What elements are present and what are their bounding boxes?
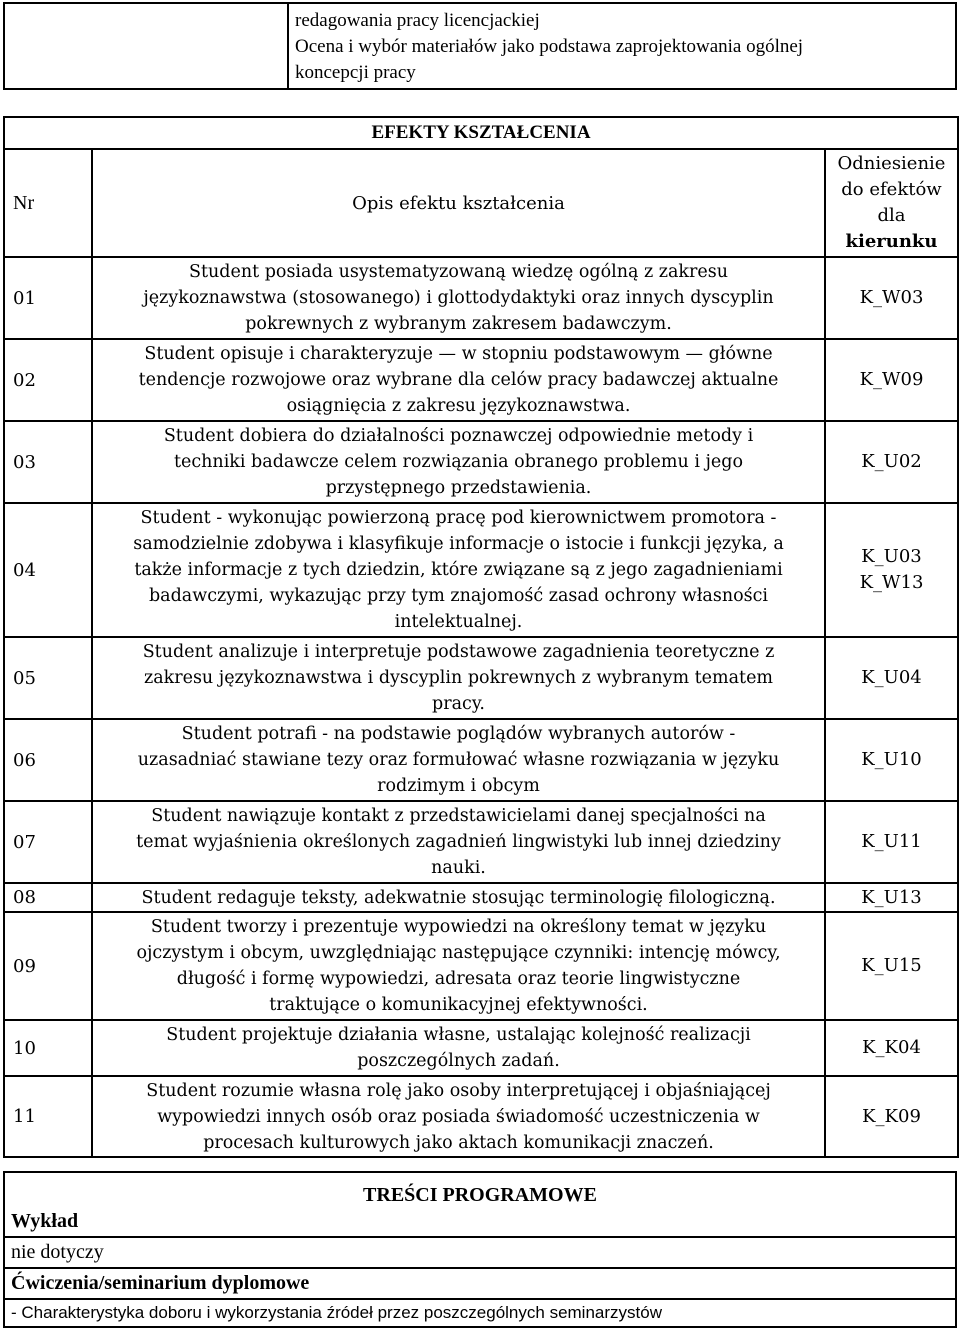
row-reference	[825, 421, 958, 503]
reference-code: K_U03	[861, 546, 922, 567]
reference-code: K_K04	[862, 1037, 921, 1058]
row-description	[92, 912, 825, 1020]
reference-code: K_U11	[861, 831, 922, 852]
header-line-2: Ocena i wybór materiałów jako podstawa zaprojektowania ogólnej	[295, 36, 804, 57]
row-reference	[825, 1076, 958, 1157]
column-header-nr: Nr	[4, 149, 92, 257]
row-description	[92, 1020, 825, 1076]
reference-code: K_U13	[861, 886, 922, 908]
description-line: poszczególnych zadań.	[357, 1051, 560, 1071]
row-description	[92, 1076, 825, 1157]
column-header-reference	[825, 149, 958, 257]
header-text-cell	[288, 3, 956, 89]
row-reference	[825, 912, 958, 1020]
description-line: Student potrafi - na podstawie poglądów wybranych autorów -	[181, 724, 736, 744]
row-reference	[825, 1020, 958, 1076]
row-number: 06	[4, 719, 92, 801]
row-number: 09	[4, 912, 92, 1020]
row-description	[92, 503, 825, 637]
header-line-3: koncepcji pracy	[295, 62, 416, 83]
reference-code: K_W09	[859, 369, 924, 390]
row-number: 02	[4, 339, 92, 421]
reference-code: K_U15	[861, 955, 922, 976]
description-line: Student rozumie własna rolę jako osoby interpretującej i objaśniającej	[146, 1081, 771, 1101]
description-line: ojczystym i obcym, uwzględniając następujące czynniki: intencję mówcy,	[136, 943, 781, 963]
table-row	[4, 883, 958, 912]
reference-header-bold: kierunku	[845, 231, 938, 252]
row-number: 03	[4, 421, 92, 503]
row-description	[92, 801, 825, 883]
table-row	[4, 637, 958, 719]
description-line: Student - wykonując powierzoną pracę pod kierownictwem promotora -	[140, 508, 777, 528]
description-line: badawczymi, wykazując przy tym znajomość zasad ochrony własności	[148, 586, 769, 606]
table-row	[4, 1020, 958, 1076]
row-description	[92, 883, 825, 912]
table-row	[4, 801, 958, 883]
lecture-label: Wykład	[4, 1207, 956, 1237]
effects-title: EFEKTY KSZTAŁCENIA	[4, 117, 958, 149]
row-reference	[825, 883, 958, 912]
description-line: tendencje rozwojowe oraz wybrane dla celów pracy badawczej aktualne	[138, 370, 779, 390]
description-line: wypowiedzi innych osób oraz posiada świadomość uczestniczenia w	[157, 1107, 760, 1127]
reference-header-line-1: Odniesienie	[837, 153, 946, 174]
row-number: 05	[4, 637, 92, 719]
row-description	[92, 719, 825, 801]
description-line: Student nawiązuje kontakt z przedstawicielami danej specjalności na	[151, 806, 766, 826]
reference-code: K_W13	[859, 572, 924, 593]
description-line: pracy.	[432, 694, 485, 714]
row-reference	[825, 339, 958, 421]
description-line: samodzielnie zdobywa i klasyfikuje informacje o istocie i funkcji języka, a	[133, 534, 784, 554]
reference-header-line-3: dla	[877, 205, 906, 226]
row-number: 11	[4, 1076, 92, 1157]
row-reference	[825, 257, 958, 339]
header-empty-cell	[4, 3, 288, 89]
description-line: techniki badawcze celem rozwiązania obranego problemu i jego	[173, 452, 744, 472]
row-description	[92, 257, 825, 339]
row-reference	[825, 637, 958, 719]
row-description	[92, 421, 825, 503]
description-line: przystępnego przedstawienia.	[325, 478, 592, 498]
row-reference	[825, 503, 958, 637]
description-line: traktujące o komunikacyjnej efektywności.	[269, 995, 648, 1015]
description-line: uzasadniać stawiane tezy oraz formułować własne rozwiązania w języku	[137, 750, 780, 770]
description-line: zakresu językoznawstwa i dyscyplin pokrewnych z wybranym tematem	[143, 668, 774, 688]
row-number: 01	[4, 257, 92, 339]
description-line: Student opisuje i charakteryzuje — w stopniu podstawowym — główne	[144, 344, 773, 364]
reference-header-line-2: do efektów	[841, 179, 942, 200]
row-number: 04	[4, 503, 92, 637]
header-table	[3, 2, 957, 90]
header-line-1: redagowania pracy licencjackiej	[295, 10, 540, 31]
reference-code: K_W03	[859, 287, 924, 308]
column-header-description: Opis efektu kształcenia	[92, 149, 825, 257]
row-description	[92, 637, 825, 719]
table-row	[4, 1076, 958, 1157]
reference-code: K_K09	[862, 1105, 921, 1127]
lecture-value: nie dotyczy	[4, 1237, 956, 1268]
program-title: TREŚCI PROGRAMOWE	[4, 1172, 956, 1207]
description-line: temat wyjaśnienia określonych zagadnień lingwistyki lub innej dziedziny	[136, 832, 781, 852]
description-line: Student posiada usystematyzowaną wiedzę ogólną z zakresu	[189, 262, 728, 282]
description-line: Student projektuje działania własne, ustalając kolejność realizacji	[166, 1025, 751, 1045]
description-line: Student tworzy i prezentuje wypowiedzi na określony temat w języku	[150, 917, 767, 937]
description-line: także informacje z tych dziedzin, które związane są z jego zagadnieniami	[134, 560, 783, 580]
seminar-label: Ćwiczenia/seminarium dyplomowe	[4, 1268, 956, 1299]
program-content-table	[3, 1171, 957, 1328]
description-line: nauki.	[431, 858, 486, 878]
row-number: 10	[4, 1020, 92, 1076]
effects-table	[3, 116, 959, 1158]
description-line: Student redaguje teksty, adekwatnie stosując terminologię filologiczną.	[141, 888, 776, 908]
row-description	[92, 339, 825, 421]
table-row	[4, 339, 958, 421]
table-row	[4, 257, 958, 339]
description-line: długość i formę wypowiedzi, adresata oraz teorie lingwistyczne	[176, 969, 741, 989]
description-line: pokrewnych z wybranym zakresem badawczym.	[245, 314, 672, 334]
description-line: intelektualnej.	[394, 612, 523, 632]
description-line: osiągnięcia z zakresu językoznawstwa.	[286, 396, 631, 416]
table-row	[4, 719, 958, 801]
effects-rows	[4, 257, 958, 1157]
row-number: 08	[4, 883, 92, 912]
reference-code: K_U04	[861, 667, 922, 688]
description-line: rodzimym i obcym	[377, 776, 540, 796]
description-line: Student dobiera do działalności poznawczej odpowiednie metody i	[163, 426, 754, 446]
table-row	[4, 421, 958, 503]
description-line: procesach kulturowych jako aktach komunikacji znaczeń.	[203, 1133, 714, 1153]
row-reference	[825, 719, 958, 801]
description-line: Student analizuje i interpretuje podstawowe zagadnienia teoretyczne z	[142, 642, 775, 662]
row-number: 07	[4, 801, 92, 883]
row-reference	[825, 801, 958, 883]
seminar-item: - Charakterystyka doboru i wykorzystania źródeł przez poszczególnych seminarzystów	[4, 1299, 956, 1327]
table-row	[4, 503, 958, 637]
description-line: językoznawstwa (stosowanego) i glottodydaktyki oraz innych dyscyplin	[143, 288, 774, 308]
reference-code: K_U10	[861, 749, 922, 770]
table-row	[4, 912, 958, 1020]
reference-code: K_U02	[861, 451, 922, 472]
